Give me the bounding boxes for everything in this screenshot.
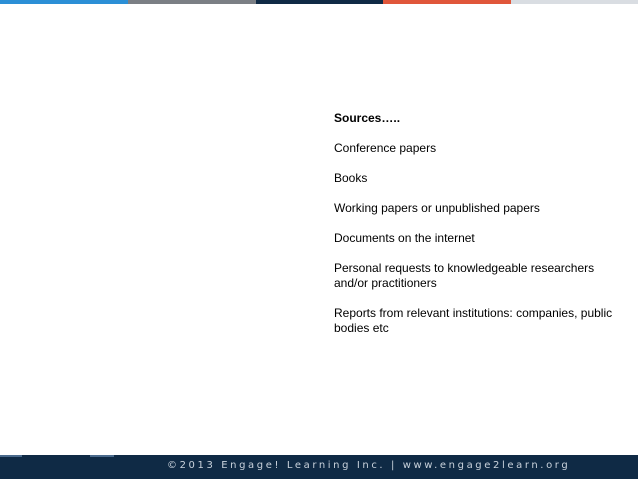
top-bar-blue-segment (0, 0, 128, 4)
source-item-working-papers: Working papers or unpublished papers (334, 201, 540, 215)
top-bar-light-segment (511, 0, 638, 4)
source-item-institution-reports: Reports from relevant institutions: companies, public bodies etc (334, 306, 613, 335)
source-item-internet-documents: Documents on the internet (334, 231, 475, 245)
source-item-books: Books (334, 171, 368, 185)
footer-accent-left (0, 455, 22, 457)
footer-bar (0, 455, 638, 479)
top-bar-gray-segment (128, 0, 256, 4)
top-bar-red-segment (383, 0, 511, 4)
top-color-bar (0, 0, 638, 4)
source-item-conference-papers: Conference papers (334, 141, 437, 155)
source-item-personal-requests: Personal requests to knowledgeable researchers and/or practitioners (334, 261, 595, 290)
footer-copyright-text: ©2013 Engage! Learning Inc. | www.engage2learn.org (167, 460, 571, 471)
footer-accent-mid (90, 455, 114, 457)
top-bar-navy-segment (256, 0, 383, 4)
sources-list (334, 111, 624, 351)
sources-heading: Sources….. (334, 111, 401, 125)
